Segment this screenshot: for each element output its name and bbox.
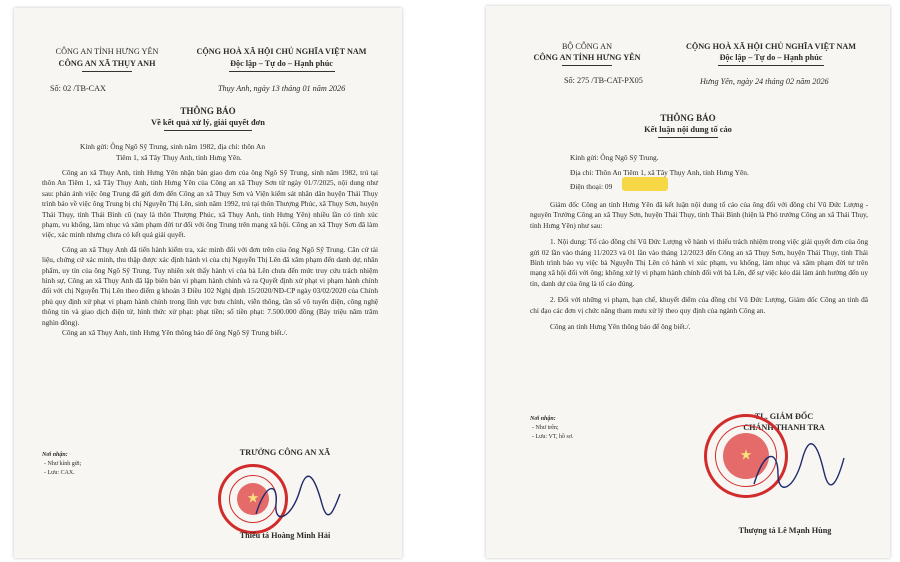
doc2-motto: Độc lập – Tự do – Hạnh phúc xyxy=(719,53,823,62)
doc2-title: THÔNG BÁO xyxy=(660,113,716,123)
doc1-recipient-2: - Lưu: CAX. xyxy=(44,470,75,476)
doc2-date: Hưng Yên, ngày 24 tháng 02 năm 2026 xyxy=(700,77,829,86)
doc1-agency-underline xyxy=(82,71,132,72)
doc1-title: THÔNG BÁO xyxy=(180,106,236,116)
doc2-signer-title-1: TL. GIÁM ĐỐC xyxy=(754,412,814,421)
doc2-signature xyxy=(748,440,848,496)
doc2-point-1: 1. Nội dung: Tố cáo đồng chí Vũ Đức Lượng về hành vi thiếu trách nhiệm trong việc giải quyết đơn của ông gửi 02 lần vào tháng 11/2023 và 01 lần vào tháng 12/2023 đến Công an xã Thụy Sơn, huyện Thái Thụy, tỉnh Thái Bình trình báo vụ việc bà Nguyễn Thị Lên có hành vi xúc phạm, vu khống, làm nhục và xâm phạm đời tư trên mạng xã hội đối với ông; không xử lý vi phạm hành chính đối với bà Lên, để sự việc kéo dài làm ảnh hưởng đến uy tín, danh dự của ông là tố cáo đúng. xyxy=(530,237,868,288)
doc1-addressee-line1: Kính gửi: Ông Ngô Sỹ Trung, sinh năm 1982, địa chỉ: thôn An xyxy=(80,142,266,151)
doc2-phone-redaction xyxy=(622,177,668,191)
doc1-subtitle: Về kết quả xử lý, giải quyết đơn xyxy=(151,118,265,127)
doc2-agency-underline xyxy=(562,65,612,66)
doc2-official-seal: ★ xyxy=(704,414,788,498)
doc2-address: Địa chỉ: Thôn An Tiêm 1, xã Tây Thụy Anh, tỉnh Hưng Yên. xyxy=(570,168,749,177)
doc2-point-2: 2. Đối với những vi phạm, hạn chế, khuyết điểm của đồng chí Vũ Đức Lượng, Giám đốc Công an tỉnh đã chỉ đạo các đơn vị chức năng tham mưu xử lý theo quy định của ngành Công an. xyxy=(530,295,868,315)
doc2-document-number: Số: 275 /TB-CAT-PX05 xyxy=(564,76,643,85)
doc2-agency-line1: BỘ CÔNG AN xyxy=(561,42,613,51)
doc2-subtitle-underline xyxy=(658,137,718,138)
doc2-subtitle: Kết luận nội dung tố cáo xyxy=(644,125,732,134)
doc1-body xyxy=(42,168,378,339)
doc1-signer-title: TRƯỞNG CÔNG AN XÃ xyxy=(239,448,331,457)
doc1-subtitle-underline xyxy=(164,130,252,131)
doc2-recipient-2: - Lưu: VT, hồ sơ. xyxy=(532,434,574,440)
doc1-document-number: Số: 02 /TB-CAX xyxy=(50,84,106,93)
doc2-motto-underline xyxy=(718,65,824,66)
doc1-signer-name: Thiếu tá Hoàng Minh Hải xyxy=(239,531,331,540)
doc1-addressee-line2: Tiêm 1, xã Tây Thụy Anh, tỉnh Hưng Yên. xyxy=(116,153,242,162)
doc1-official-seal: ★ xyxy=(218,464,288,534)
doc1-motto: Độc lập – Tự do – Hạnh phúc xyxy=(230,59,333,68)
doc2-addressee: Kính gửi: Ông Ngô Sỹ Trung. xyxy=(570,153,659,162)
doc1-signature xyxy=(252,474,342,524)
doc2-intro: Giám đốc Công an tỉnh Hưng Yên đã kết luận nội dung tố cáo của ông đối với đồng chí Vũ Đức Lượng - nguyên Trưởng Công an xã Thụy Sơn, huyện Thái Thụy, tỉnh Thái Bình (hiện là Phó trưởng Công an xã Thái Thụy, tỉnh Hưng Yên) như sau: xyxy=(530,200,868,230)
doc1-paragraph-3: Công an xã Thụy Anh, tỉnh Hưng Yên thông báo để ông Ngô Sỹ Trung biết./. xyxy=(62,328,288,338)
document-1 xyxy=(14,8,402,558)
document-2 xyxy=(486,6,890,558)
doc2-signer-name: Thượng tá Lê Mạnh Hùng xyxy=(738,526,832,535)
doc2-body xyxy=(530,200,868,332)
doc2-recipients-title: Nơi nhận: xyxy=(530,416,556,422)
doc2-recipient-1: - Như trên; xyxy=(532,425,559,431)
doc2-phone: Điện thoại: 09 xyxy=(570,182,613,191)
doc1-recipients-title: Nơi nhận: xyxy=(42,452,68,458)
doc1-date: Thụy Anh, ngày 13 tháng 01 năm 2026 xyxy=(218,84,346,93)
doc2-agency-line2: CÔNG AN TỈNH HƯNG YÊN xyxy=(533,53,641,62)
doc1-paragraph-1: Công an xã Thụy Anh, tỉnh Hưng Yên nhận bàn giao đơn của ông Ngô Sỹ Trung, sinh năm 1982, trú tại thôn An Tiêm 1, xã Tây Thụy Anh, tỉnh Hưng Yên của Công an xã Thụy Sơn từ ngày 01/7/2025, nội dung như sau: phản ánh việc ông Trung đã gửi đơn đến Công an xã Thụy Sơn và Viện kiểm sát nhân dân huyện Thái Thụy trình báo về việc ông Trung bị chị Nguyễn Thị Lên, sinh năm 1992, trú tại thôn Thượng Phúc, xã Thụy Sơn, huyện Thái Thụy, tỉnh Thái Bình cũ (nay là thôn Thượng Phúc, xã Thụy Anh, tỉnh Hưng Yên) nhiều lần có tình xúc phạm, vu khống, làm nhục và xâm phạm đời tư đối với ông Trung trên mạng xã hội. Công an xã Thụy Sơn đã làm việc, xác minh nhưng chưa có kết quả giải quyết. xyxy=(42,168,378,240)
doc2-closing: Công an tỉnh Hưng Yên thông báo để ông biết./. xyxy=(550,322,691,332)
doc1-agency-line2: CÔNG AN XÃ THỤY ANH xyxy=(58,59,156,68)
doc2-signer-title-2: CHÁNH THANH TRA xyxy=(743,423,825,432)
doc2-country-name: CỘNG HOÀ XÃ HỘI CHỦ NGHĨA VIỆT NAM xyxy=(685,42,857,51)
doc1-agency-line1: CÔNG AN TỈNH HƯNG YÊN xyxy=(55,47,159,56)
doc1-paragraph-2: Công an xã Thụy Anh đã tiến hành kiểm tra, xác minh đối với đơn trên của ông Ngô Sỹ Trung. Căn cứ tài liệu, chứng cứ xác minh, thu thập được xác định hành vi của chị Nguyễn Thị Lên đã xâm phạm đến danh dự, nhân phẩm, uy tín của ông Ngô Sỹ Trung. Tuy nhiên xét thấy hành vi của bà Lên chưa đến mức truy cứu trách nhiệm hình sự, Công an xã Thụy Anh đã lập biên bản vi phạm hành chính và ra Quyết định xử phạt vi phạm hành chính đối với chị Nguyễn Thị Lên theo điểm g khoản 3 Điều 102 Nghị định 15/2020/NĐ-CP ngày 03/02/2020 của Chính phủ quy định xử phạt vi phạm hành chính trong lĩnh vực bưu chính, viễn thông, tần số vô tuyến điện, công nghệ thông tin và giao dịch điện tử, hình thức xử phạt: phạt tiền; số tiền phạt: 7.500.000 đồng (Bảy triệu năm trăm nghìn đồng). xyxy=(42,244,378,327)
doc1-motto-underline xyxy=(229,71,335,72)
doc1-recipient-1: - Như kính gửi; xyxy=(44,461,82,467)
doc1-country-name: CỘNG HOÀ XÃ HỘI CHỦ NGHĨA VIỆT NAM xyxy=(196,47,367,56)
